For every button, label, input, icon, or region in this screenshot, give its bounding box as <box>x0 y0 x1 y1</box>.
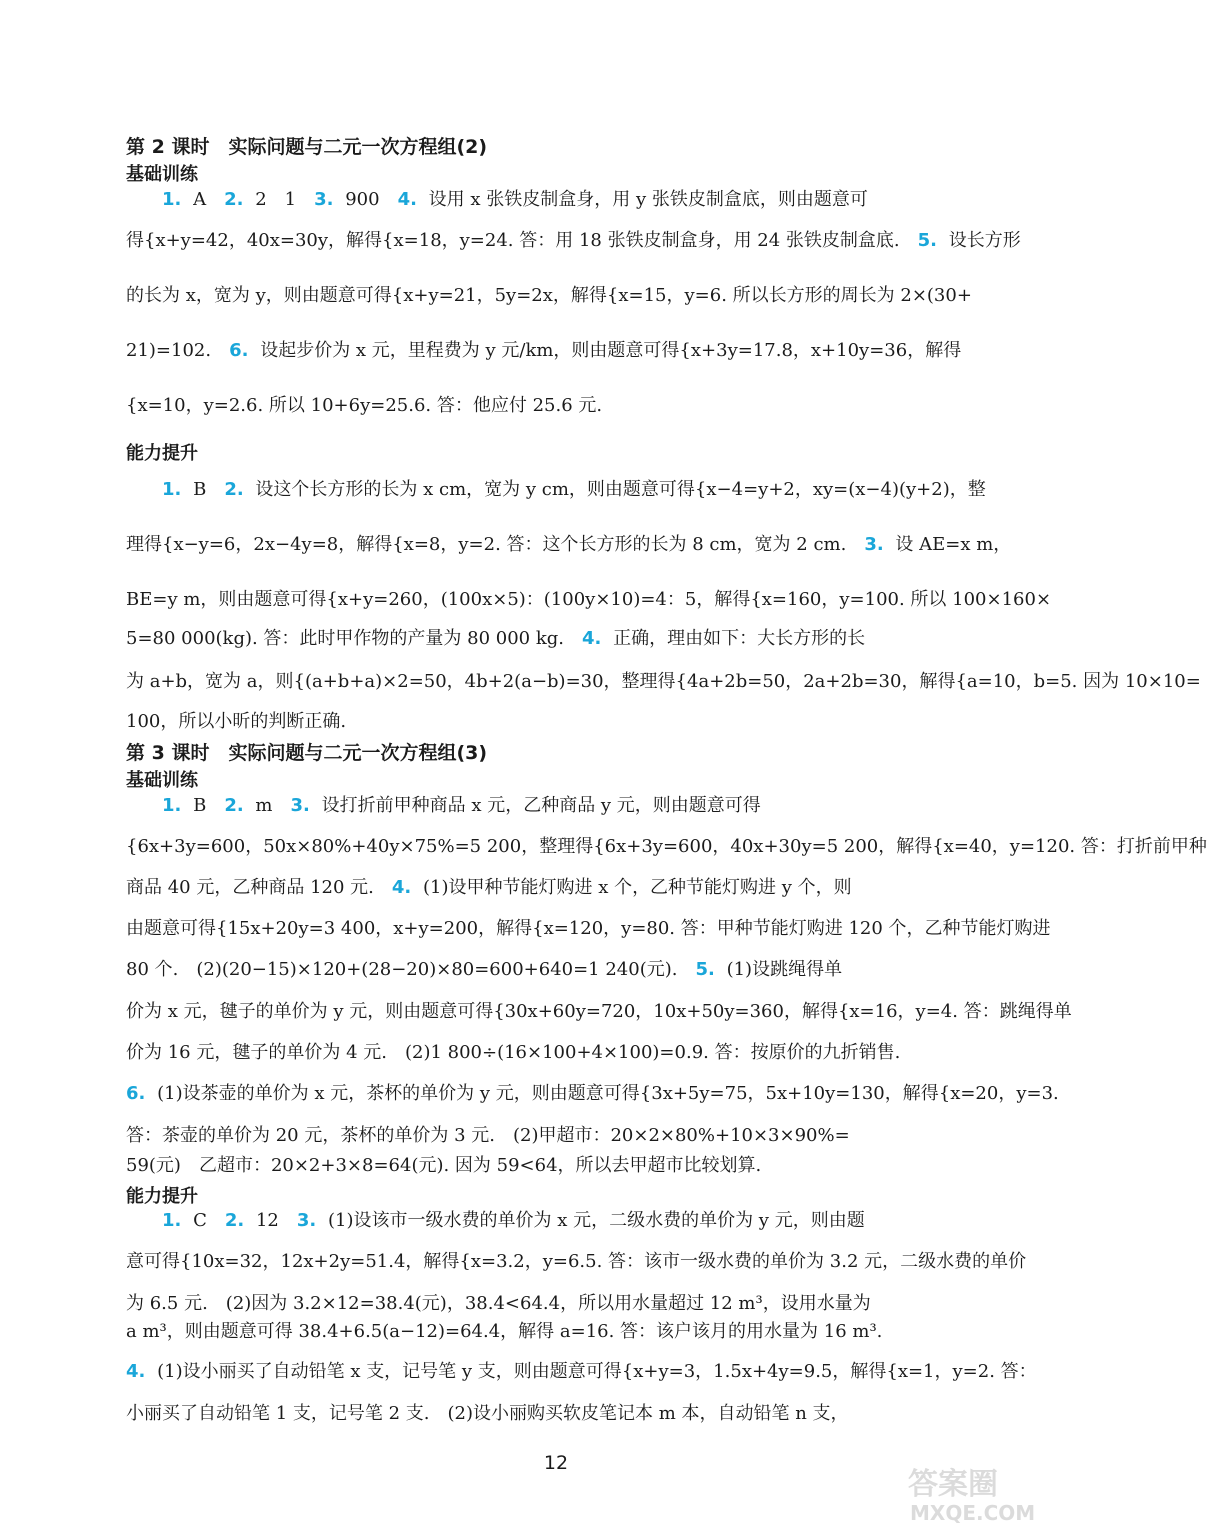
question-number: 4. <box>397 189 417 210</box>
answer-line: 1. C 2. 12 3. (1)设该市一级水费的单价为 x 元，二级水费的单价为 y 元，则由题 <box>162 1210 865 1231</box>
answer-line: 59(元) 乙超市：20×2+3×8=64(元). 因为 59<64，所以去甲超市比较划算. <box>126 1155 762 1176</box>
answer-line: 4. (1)设小丽买了自动铅笔 x 支，记号笔 y 支，则由题意可得{x+y=3，1.5x+4y=9.5，解得{x=1，y=2. 答： <box>126 1361 1037 1382</box>
watermark-text-cn: 答案圈 <box>908 1467 998 1502</box>
answer-line: 理得{x−y=6，2x−4y=8，解得{x=8，y=2. 答：这个长方形的长为 8 cm，宽为 2 cm. 3. 设 AE=x m， <box>126 534 1012 555</box>
question-number: 5. <box>695 959 715 980</box>
answer-line: 价为 16 元，毽子的单价为 4 元. (2)1 800÷(16×100+4×100)=0.9. 答：按原价的九折销售. <box>126 1042 901 1063</box>
page-number: 12 <box>543 1452 569 1474</box>
section-title-lesson-2: 第 2 课时 实际问题与二元一次方程组(2) <box>126 136 488 158</box>
answer-line: BE=y m，则由题意可得{x+y=260，(100x×5)：(100y×10)=4：5，解得{x=160，y=100. 所以 100×160× <box>126 589 1052 610</box>
answer-line: 21)=102. 6. 设起步价为 x 元，里程费为 y 元/km，则由题意可得{x+3y=17.8，x+10y=36，解得 <box>126 340 962 361</box>
question-number: 4. <box>126 1361 146 1382</box>
question-number: 3. <box>290 795 310 816</box>
watermark-text-url: MXQE.COM <box>910 1501 1036 1525</box>
answer-line: 80 个. (2)(20−15)×120+(28−20)×80=600+640=1 240(元). 5. (1)设跳绳得单 <box>126 959 843 980</box>
subsection-title-ability: 能力提升 <box>126 1186 198 1207</box>
answer-line: 小丽买了自动铅笔 1 支，记号笔 2 支. (2)设小丽购买软皮笔记本 m 本，自动铅笔 n 支， <box>126 1403 849 1424</box>
question-number: 6. <box>229 340 249 361</box>
answer-line: 1. A 2. 2 1 3. 900 4. 设用 x 张铁皮制盒身，用 y 张铁皮制盒底，则由题意可 <box>162 189 868 210</box>
question-number: 1. <box>162 795 182 816</box>
answer-line: 6. (1)设茶壶的单价为 x 元，茶杯的单价为 y 元，则由题意可得{3x+5y=75，5x+10y=130，解得{x=20，y=3. <box>126 1083 1059 1104</box>
answer-line: 1. B 2. 设这个长方形的长为 x cm，宽为 y cm，则由题意可得{x−4=y+2，xy=(x−4)(y+2)，整 <box>162 479 986 500</box>
answer-line: {6x+3y=600，50x×80%+40y×75%=5 200，整理得{6x+3y=600，40x+30y=5 200，解得{x=40，y=120. 答：打折前甲种 <box>126 836 1207 857</box>
section-title-lesson-3: 第 3 课时 实际问题与二元一次方程组(3) <box>126 742 488 764</box>
answer-line: 商品 40 元，乙种商品 120 元. 4. (1)设甲种节能灯购进 x 个，乙种节能灯购进 y 个，则 <box>126 877 852 898</box>
answer-line: a m³，则由题意可得 38.4+6.5(a−12)=64.4，解得 a=16. 答：该户该月的用水量为 16 m³. <box>126 1321 883 1342</box>
subsection-title-ability: 能力提升 <box>126 443 198 464</box>
question-number: 2. <box>224 479 244 500</box>
answer-line: 为 a+b，宽为 a，则{(a+b+a)×2=50，4b+2(a−b)=30，整理得{4a+2b=50，2a+2b=30，解得{a=10，b=5. 因为 10×10= <box>126 671 1201 692</box>
question-number: 2. <box>224 189 244 210</box>
question-number: 4. <box>582 628 602 649</box>
question-number: 1. <box>162 189 182 210</box>
question-number: 1. <box>162 1210 182 1231</box>
question-number: 2. <box>224 1210 245 1231</box>
question-number: 6. <box>126 1083 146 1104</box>
answer-line: 5=80 000(kg). 答：此时甲作物的产量为 80 000 kg. 4. 正确，理由如下：大长方形的长 <box>126 628 866 649</box>
answer-line: 意可得{10x=32，12x+2y=51.4，解得{x=3.2，y=6.5. 答：该市一级水费的单价为 3.2 元，二级水费的单价 <box>126 1251 1027 1272</box>
answer-line: 由题意可得{15x+20y=3 400，x+y=200，解得{x=120，y=80. 答：甲种节能灯购进 120 个，乙种节能灯购进 <box>126 918 1051 939</box>
watermark-logo <box>900 1458 1100 1528</box>
subsection-title-basic-training: 基础训练 <box>126 164 198 185</box>
question-number: 5. <box>917 230 938 251</box>
answer-line: 1. B 2. m 3. 设打折前甲种商品 x 元，乙种商品 y 元，则由题意可得 <box>162 795 761 816</box>
question-number: 1. <box>162 479 182 500</box>
answer-line: 的长为 x，宽为 y，则由题意可得{x+y=21，5y=2x，解得{x=15，y=6. 所以长方形的周长为 2×(30+ <box>126 285 972 306</box>
question-number: 3. <box>314 189 334 210</box>
answer-line: 为 6.5 元. (2)因为 3.2×12=38.4(元)，38.4<64.4，所以用水量超过 12 m³，设用水量为 <box>126 1293 871 1314</box>
question-number: 2. <box>224 795 244 816</box>
answer-line: 答：茶壶的单价为 20 元，茶杯的单价为 3 元. (2)甲超市：20×2×80%+10×3×90%= <box>126 1125 850 1146</box>
question-number: 3. <box>296 1210 317 1231</box>
subsection-title-basic-training: 基础训练 <box>126 770 198 791</box>
question-number: 4. <box>391 877 412 898</box>
question-number: 3. <box>864 534 884 555</box>
answer-line: {x=10，y=2.6. 所以 10+6y=25.6. 答：他应付 25.6 元. <box>126 395 603 416</box>
answer-line: 价为 x 元，毽子的单价为 y 元，则由题意可得{30x+60y=720，10x+50y=360，解得{x=16，y=4. 答：跳绳得单 <box>126 1001 1072 1022</box>
answer-line: 100，所以小昕的判断正确. <box>126 711 347 732</box>
answer-line: 得{x+y=42，40x=30y，解得{x=18，y=24. 答：用 18 张铁皮制盒身，用 24 张铁皮制盒底. 5. 设长方形 <box>126 230 1021 251</box>
